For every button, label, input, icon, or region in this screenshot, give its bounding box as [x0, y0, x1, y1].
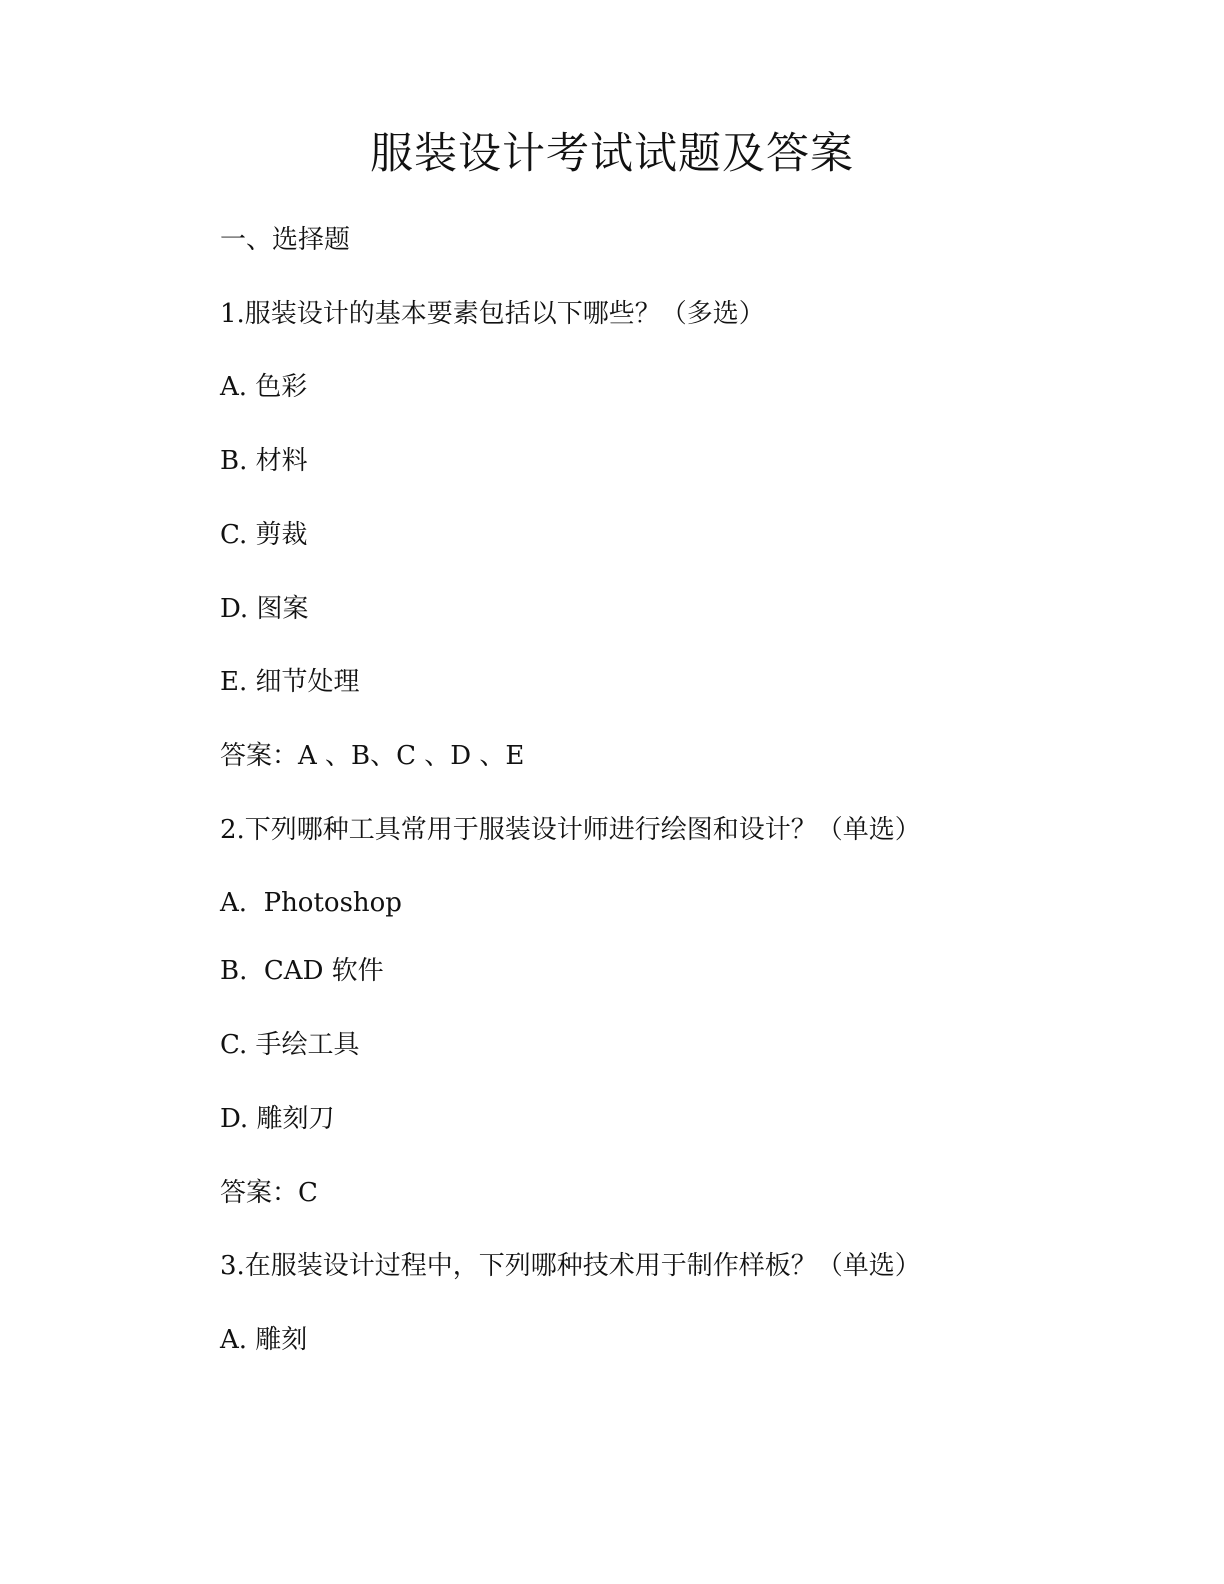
question-2-answer: 答案：C: [220, 1178, 318, 1208]
question-1-option-e: E. 细节处理: [220, 667, 360, 697]
section-heading: 一、选择题: [220, 225, 351, 255]
question-1-option-b: B. 材料: [220, 446, 308, 476]
question-1-option-d: D. 图案: [220, 594, 309, 624]
question-1-option-a: A. 色彩: [220, 372, 308, 402]
question-1-option-c: C. 剪裁: [220, 520, 308, 550]
document-title: 服装设计考试试题及答案: [370, 129, 854, 179]
question-3-option-a: A. 雕刻: [220, 1325, 308, 1355]
question-2-option-c: C. 手绘工具: [220, 1030, 360, 1060]
question-1-prompt: 1.服装设计的基本要素包括以下哪些？（多选）: [220, 299, 765, 329]
question-1-answer: 答案：A 、B、C 、D 、E: [220, 741, 525, 771]
question-2-option-d: D. 雕刻刀: [220, 1104, 335, 1134]
question-2-prompt: 2.下列哪种工具常用于服装设计师进行绘图和设计？（单选）: [220, 815, 921, 845]
question-2-option-b: B. CAD 软件: [220, 956, 384, 986]
question-3-prompt: 3.在服装设计过程中，下列哪种技术用于制作样板？（单选）: [220, 1251, 921, 1281]
question-2-option-a: A. Photoshop: [220, 888, 402, 918]
